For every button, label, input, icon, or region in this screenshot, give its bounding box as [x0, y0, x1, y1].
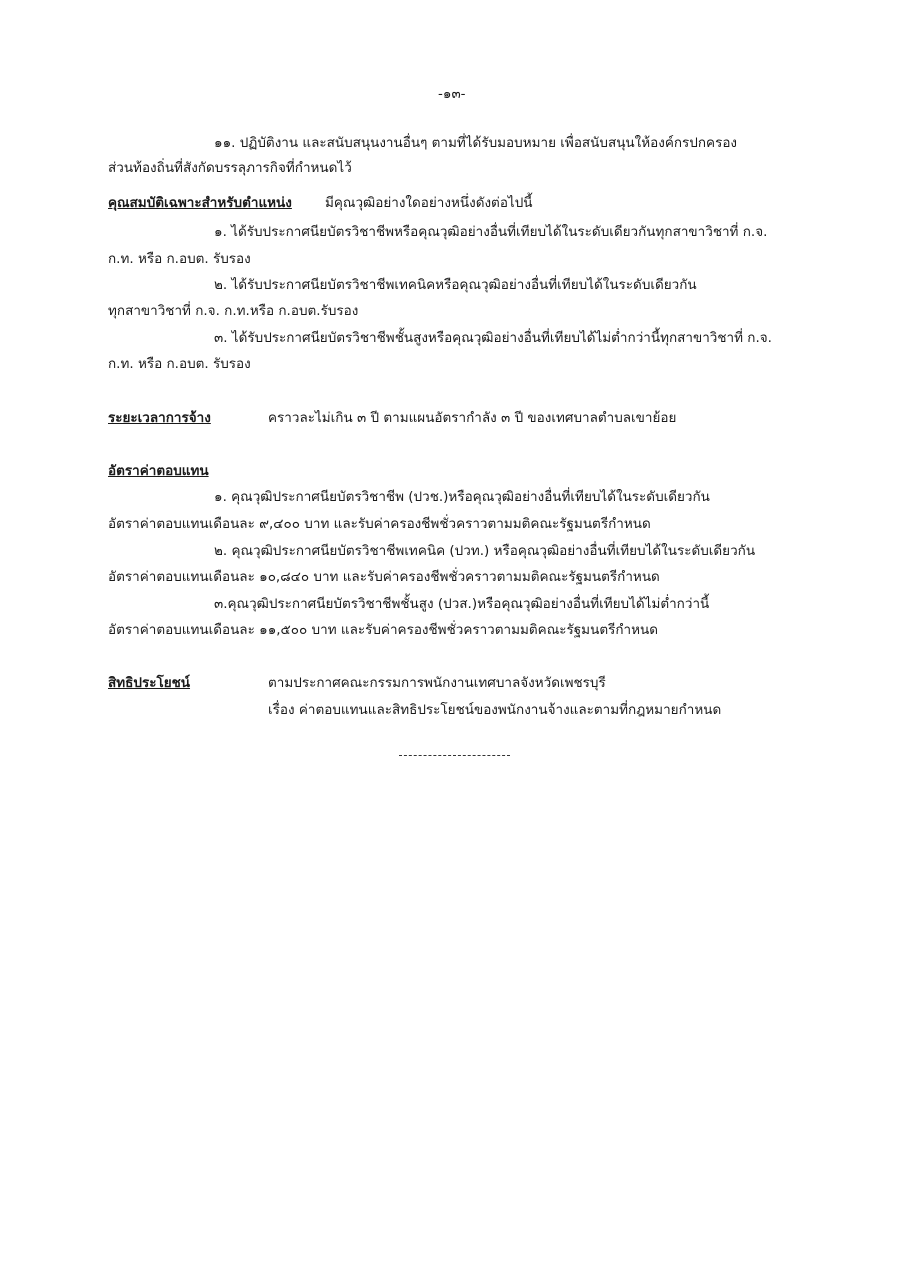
page-number: -๑๓- — [438, 86, 466, 102]
compensation-item-3-line2: อัตราค่าตอบแทนเดือนละ ๑๑,๕๐๐ บาท และรับค่าครองชีพชั่วคราวตามมติคณะรัฐมนตรีกำหนด — [108, 622, 658, 638]
compensation-item-2-line2: อัตราค่าตอบแทนเดือนละ ๑๐,๘๔๐ บาท และรับค่าครองชีพชั่วคราวตามมติคณะรัฐมนตรีกำหนด — [108, 569, 660, 585]
compensation-item-3-line1: ๓.คุณวุฒิประกาศนียบัตรวิชาชีพชั้นสูง (ปวส.)หรือคุณวุฒิอย่างอื่นที่เทียบได้ไม่ต่ำกว่านี้ — [214, 596, 710, 612]
qualification-item-3-line1: ๓. ได้รับประกาศนียบัตรวิชาชีพชั้นสูงหรือคุณวุฒิอย่างอื่นที่เทียบได้ไม่ต่ำกว่านี้ทุกสาขาวิชาที่ ก.จ. — [214, 330, 772, 346]
compensation-item-1-line1: ๑. คุณวุฒิประกาศนียบัตรวิชาชีพ (ปวช.)หรือคุณวุฒิอย่างอื่นที่เทียบได้ในระดับเดียวกัน — [214, 489, 710, 505]
qualification-item-2-line1: ๒. ได้รับประกาศนียบัตรวิชาชีพเทคนิคหรือคุณวุฒิอย่างอื่นที่เทียบได้ในระดับเดียวกัน — [214, 277, 697, 293]
qualification-item-1-line1: ๑. ได้รับประกาศนียบัตรวิชาชีพหรือคุณวุฒิอย่างอื่นที่เทียบได้ในระดับเดียวกันทุกสาขาวิชาที่ ก.จ. — [214, 224, 768, 240]
compensation-item-2-line1: ๒. คุณวุฒิประกาศนียบัตรวิชาชีพเทคนิค (ปวท.) หรือคุณวุฒิอย่างอื่นที่เทียบได้ในระดับเดียวกัน — [214, 543, 756, 559]
duty-item-line2: ส่วนท้องถิ่นที่สังกัดบรรลุภารกิจที่กำหนดไว้ — [108, 160, 352, 176]
qualifications-intro: มีคุณวุฒิอย่างใดอย่างหนึ่งดังต่อไปนี้ — [325, 195, 533, 211]
benefits-heading: สิทธิประโยชน์ — [108, 675, 191, 691]
employment-period-heading: ระยะเวลาการจ้าง — [108, 410, 211, 426]
compensation-item-1-line2: อัตราค่าตอบแทนเดือนละ ๙,๔๐๐ บาท และรับค่าครองชีพชั่วคราวตามมติคณะรัฐมนตรีกำหนด — [108, 516, 651, 532]
benefits-line2: เรื่อง ค่าตอบแทนและสิทธิประโยชน์ของพนักงานจ้างและตามที่กฎหมายกำหนด — [268, 702, 722, 718]
end-divider — [399, 755, 510, 756]
qualification-item-3-line2: ก.ท. หรือ ก.อบต. รับรอง — [108, 356, 251, 372]
employment-period-text: คราวละไม่เกิน ๓ ปี ตามแผนอัตรากำลัง ๓ ปี ของเทศบาลตำบลเขาย้อย — [268, 410, 677, 426]
compensation-heading: อัตราค่าตอบแทน — [108, 463, 209, 479]
qualification-item-1-line2: ก.ท. หรือ ก.อบต. รับรอง — [108, 251, 251, 267]
qualification-item-2-line2: ทุกสาขาวิชาที่ ก.จ. ก.ท.หรือ ก.อบต.รับรอง — [108, 303, 359, 319]
benefits-line1: ตามประกาศคณะกรรมการพนักงานเทศบาลจังหวัดเพชรบุรี — [268, 675, 606, 691]
qualifications-heading: คุณสมบัติเฉพาะสำหรับตำแหน่ง — [108, 195, 292, 211]
duty-item-line1: ๑๑. ปฏิบัติงาน และสนับสนุนงานอื่นๆ ตามที่ได้รับมอบหมาย เพื่อสนับสนุนให้องค์กรปกครอง — [214, 135, 738, 151]
